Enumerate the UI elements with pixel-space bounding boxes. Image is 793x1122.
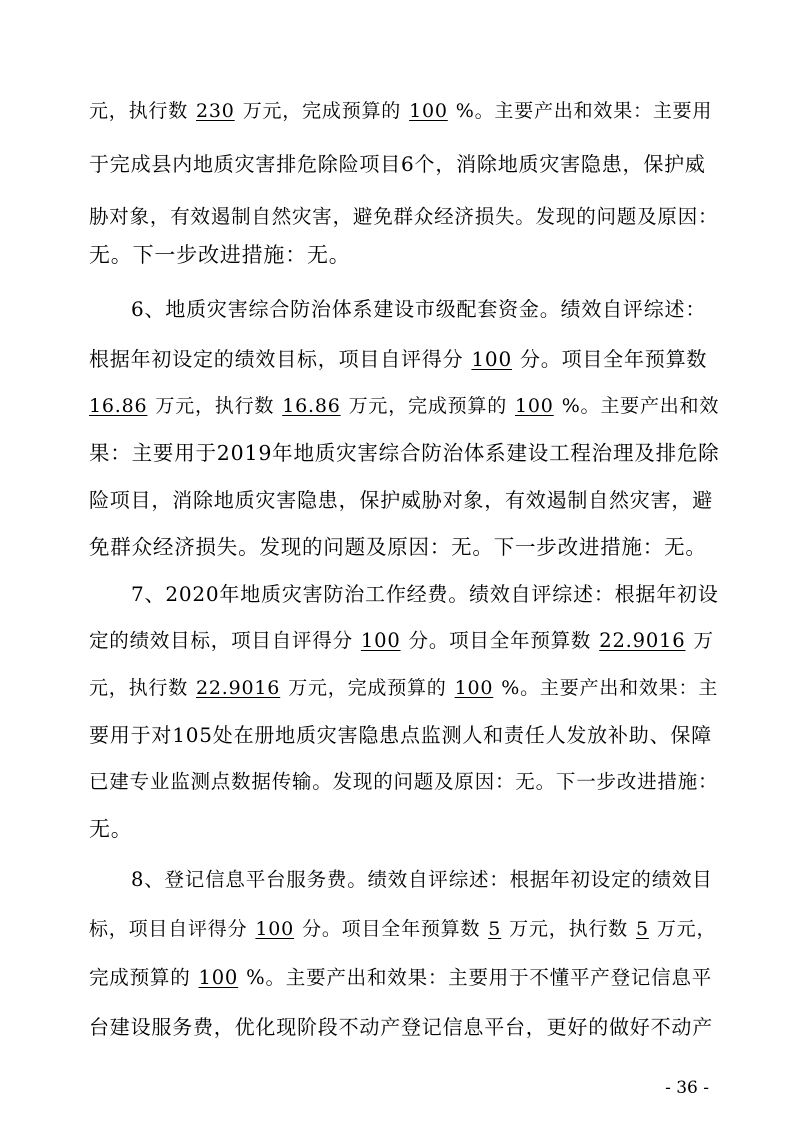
underlined-value: 100 — [198, 966, 239, 989]
para7-line1: 7、2020年地质灾害防治工作经费。绩效自评综述：根据年初设 — [131, 582, 719, 606]
underlined-value: 5 — [488, 918, 502, 940]
text-segment: 万元，完成预算的 — [288, 677, 447, 699]
para7-line5: 已建专业监测点数据传输。发现的问题及原因：无。下一步改进措施： — [89, 770, 719, 793]
text-segment: 万元，执行数 — [509, 918, 628, 940]
text-segment: 元，执行数 — [89, 100, 189, 122]
underlined-value: 100 — [454, 677, 494, 699]
para5-line4: 无。下一步改进措施：无。 — [89, 243, 351, 267]
underlined-value: 22.9016 — [196, 677, 281, 699]
para5-line1 — [89, 84, 719, 138]
underlined-value: 5 — [635, 918, 649, 940]
text-segment: %。主要产出和效果：主要用 — [455, 100, 713, 122]
underlined-value: 16.86 — [282, 395, 341, 417]
underlined-value: 100 — [515, 395, 554, 417]
para6-line4: 果：主要用于2019年地质灾害综合防治体系建设工程治理及排危除 — [89, 441, 720, 465]
para5-line2: 于完成县内地质灾害排危除险项目6个，消除地质灾害隐患，保护威 — [89, 152, 706, 176]
para6-line1: 6、地质灾害综合防治体系建设市级配套资金。绩效自评综述： — [131, 297, 707, 321]
para7-line2 — [89, 614, 719, 668]
text-segment: 万元，完成预算的 — [348, 395, 508, 417]
text-segment: 万元，执行数 — [155, 395, 275, 417]
para5-line3: 胁对象，有效遏制自然灾害，避免群众经济损失。发现的问题及原因： — [89, 205, 719, 228]
page-number: - 36 - — [665, 1078, 709, 1098]
underlined-value: 100 — [409, 100, 448, 122]
para6-line2 — [89, 332, 719, 386]
para6-line5: 险项目，消除地质灾害隐患，保护威胁对象，有效遏制自然灾害，避 — [89, 488, 713, 512]
text-segment: 完成预算的 — [89, 966, 191, 989]
text-segment: %。主要产出和效果：主要用于不懂平产登记信息平 — [246, 966, 713, 989]
para8-line3 — [89, 951, 719, 1005]
text-segment: 万元，完成预算的 — [242, 100, 402, 122]
para8-line2 — [89, 902, 719, 956]
text-segment: 分。项目全年预算数 — [519, 347, 708, 371]
underlined-value: 100 — [255, 918, 295, 940]
text-segment: 万元， — [656, 918, 717, 940]
text-segment: 标，项目自评得分 — [89, 918, 248, 940]
underlined-value: 22.9016 — [599, 629, 686, 652]
underlined-value: 100 — [360, 629, 401, 652]
para8-line1: 8、登记信息平台服务费。绩效自评综述：根据年初设定的绩效目 — [131, 868, 713, 891]
para8-line4: 台建设服务费，优化现阶段不动产登记信息平台，更好的做好不动产 — [89, 1015, 713, 1039]
text-segment: 元，执行数 — [89, 677, 189, 699]
para6-line6: 免群众经济损失。发现的问题及原因：无。下一步改进措施：无。 — [89, 535, 707, 559]
underlined-value: 100 — [471, 347, 512, 371]
para7-line4: 要用于对105处在册地质灾害隐患点监测人和责任人发放补助、保障 — [89, 723, 712, 747]
para7-line6: 无。 — [89, 817, 133, 841]
text-segment: 定的绩效目标，项目自评得分 — [89, 629, 353, 652]
text-segment: %。主要产出和效 — [561, 395, 720, 417]
para6-line3 — [89, 379, 719, 433]
text-segment: 分。项目全年预算数 — [408, 629, 592, 652]
text-segment: %。主要产出和效果：主 — [501, 677, 719, 699]
underlined-value: 16.86 — [89, 395, 148, 417]
underlined-value: 230 — [196, 100, 235, 122]
text-segment: 分。项目全年预算数 — [302, 918, 481, 940]
text-segment: 万 — [693, 629, 714, 652]
para7-line3 — [89, 661, 719, 715]
text-segment: 根据年初设定的绩效目标，项目自评得分 — [89, 347, 464, 371]
